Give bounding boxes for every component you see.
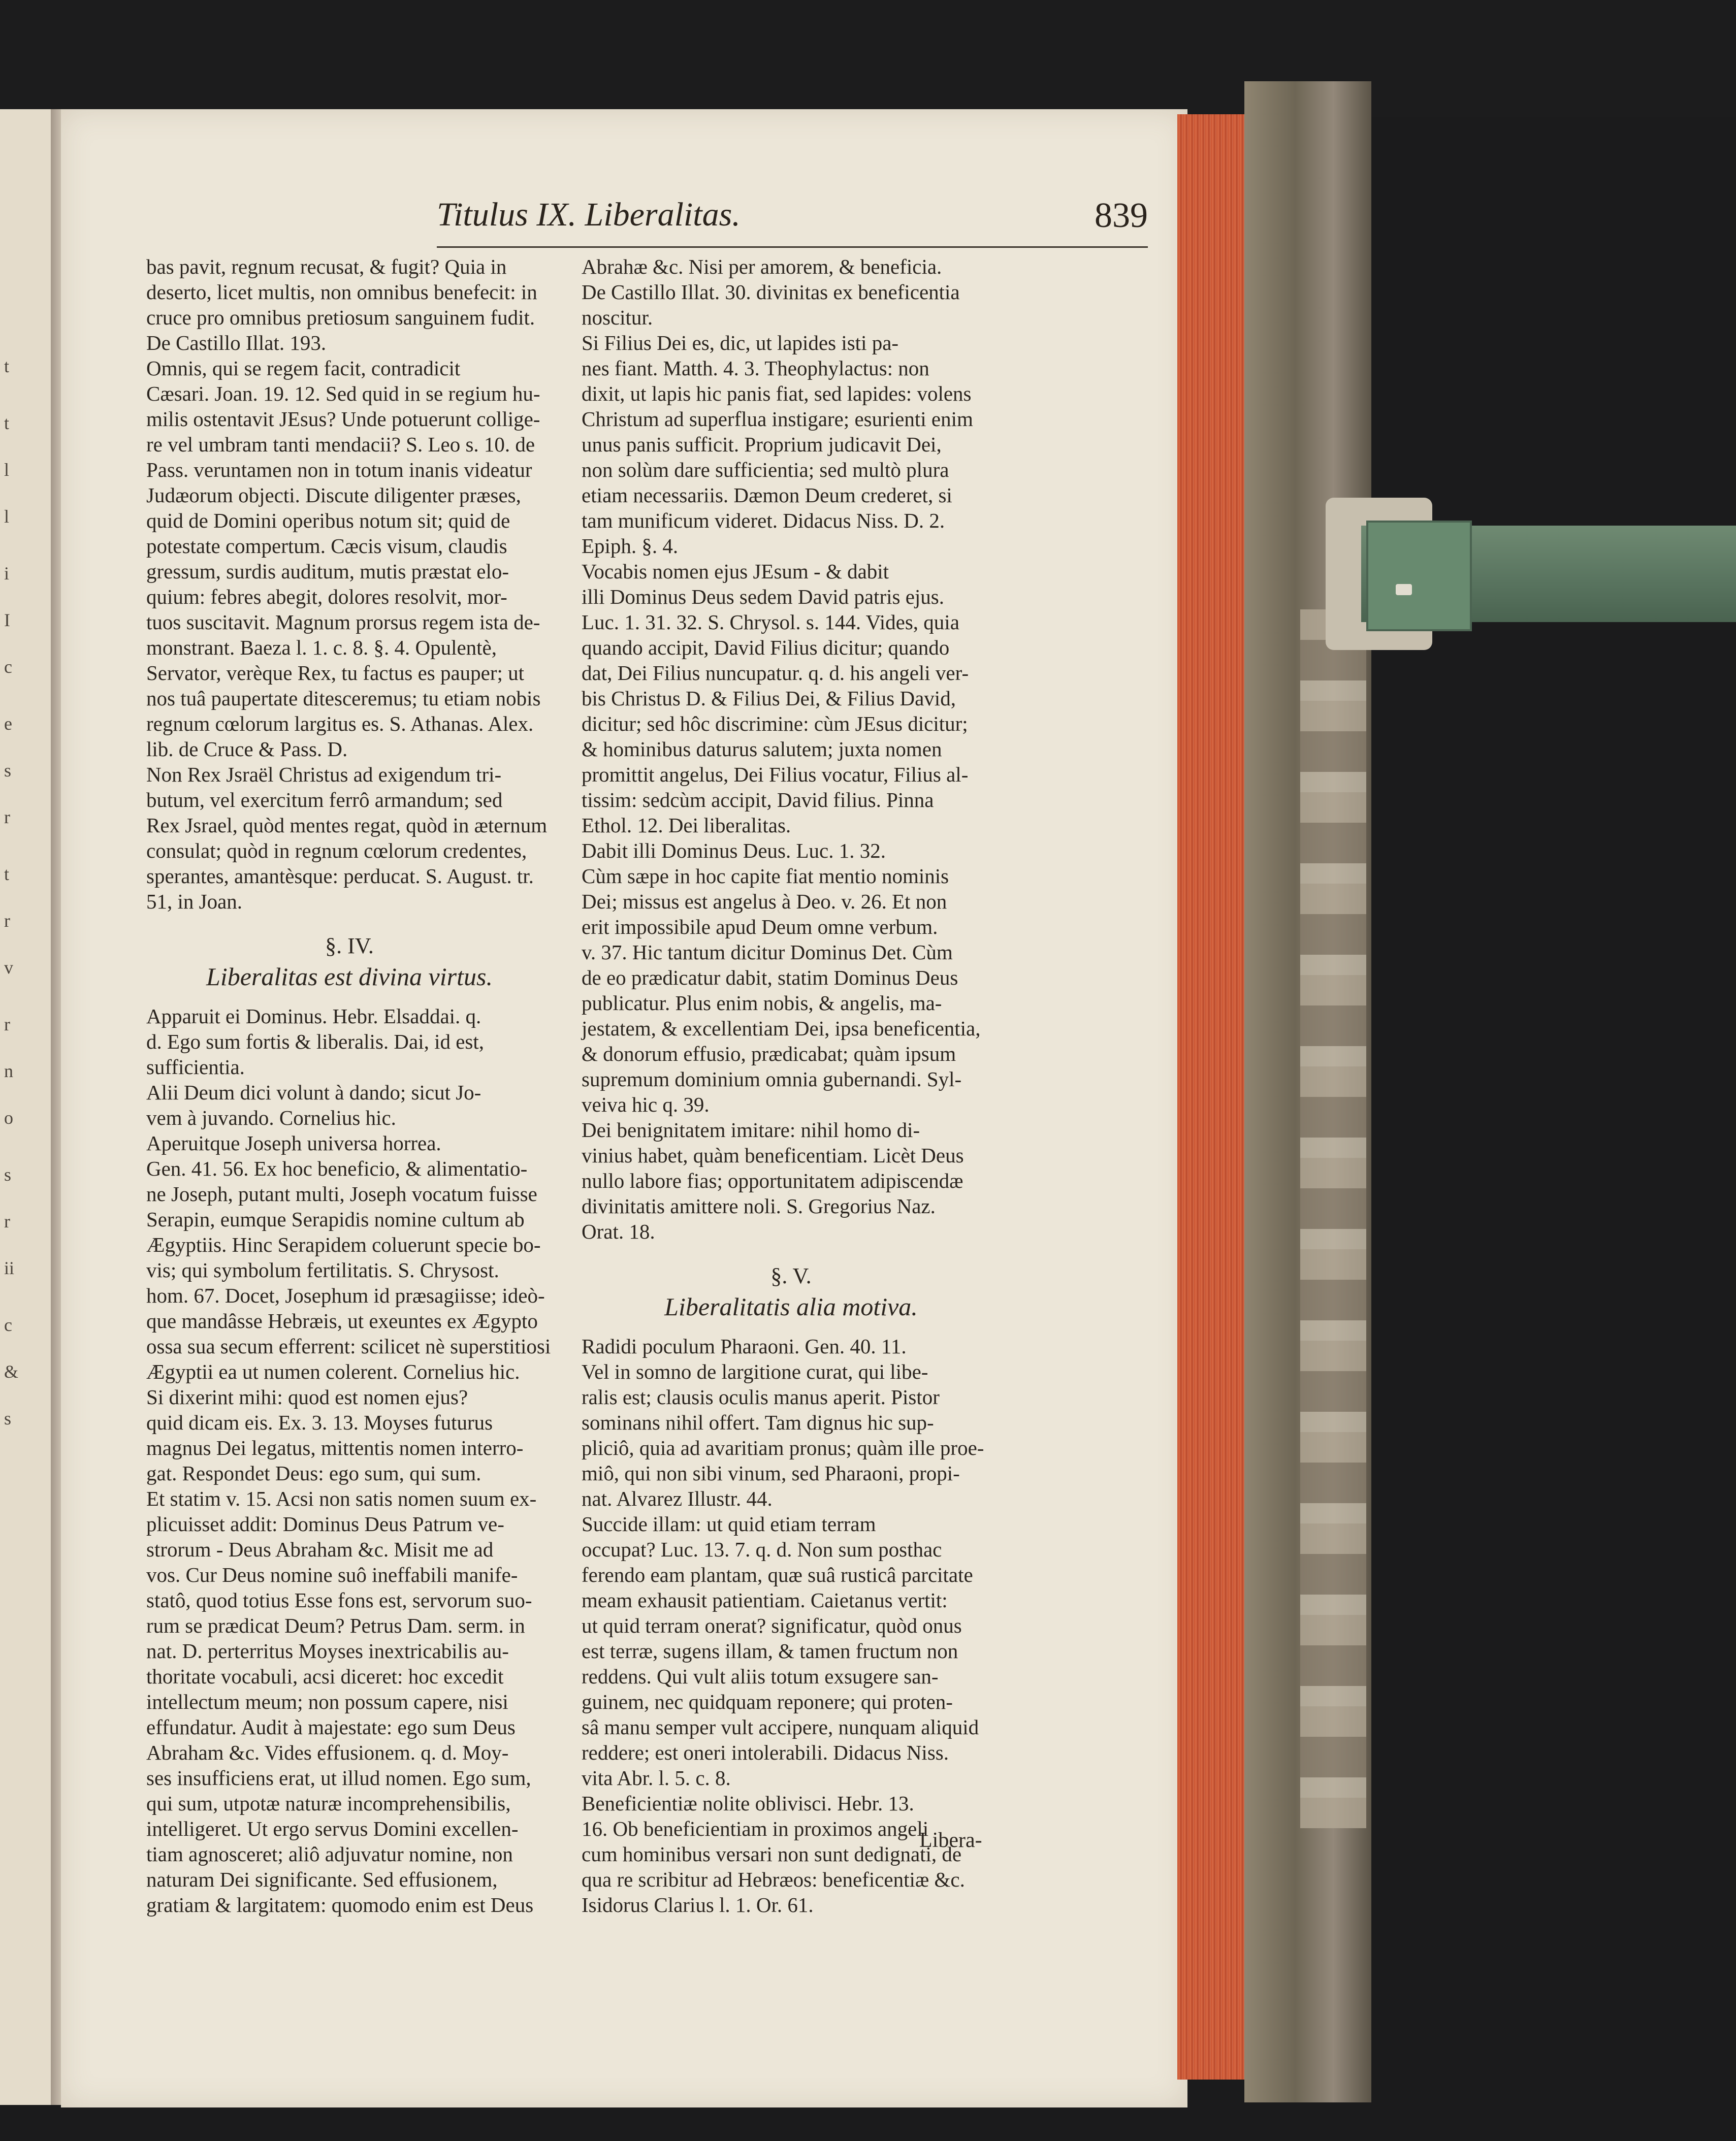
text-line: bis Christus D. & Filius Dei, & Filius David, bbox=[582, 687, 956, 710]
text-line: Serapin, eumque Serapidis nomine cultum ab bbox=[146, 1208, 525, 1231]
text-line: qua re scribitur ad Hebræos: beneficentiæ &c. bbox=[582, 1868, 965, 1891]
text-line: 51, in Joan. bbox=[146, 890, 243, 913]
margin-letter: i bbox=[4, 563, 10, 583]
margin-letter: I bbox=[4, 610, 10, 630]
text-line: vos. Cur Deus nomine suô ineffabili manife- bbox=[146, 1563, 518, 1586]
text-line: De Castillo Illat. 30. divinitas ex beneficentia bbox=[582, 280, 960, 304]
page-number: 839 bbox=[1095, 196, 1148, 235]
text-line: Si Filius Dei es, dic, ut lapides isti pa- bbox=[582, 331, 899, 354]
text-line: vinius habet, quàm beneficentiam. Licèt Deus bbox=[582, 1144, 964, 1167]
red-page-edges bbox=[1177, 114, 1252, 2080]
text-line: est terræ, sugens illam, & tamen fructum non bbox=[582, 1639, 958, 1663]
text-line: publicatur. Plus enim nobis, & angelis, ma- bbox=[582, 991, 942, 1015]
text-line: Si dixerint mihi: quod est nomen ejus? bbox=[146, 1385, 468, 1409]
text-line: de eo prædicatur dabit, statim Dominus Deus bbox=[582, 966, 958, 989]
text-line: thoritate vocabuli, acsi diceret: hoc excedit bbox=[146, 1665, 504, 1688]
text-line: noscitur. bbox=[582, 306, 653, 329]
text-line: gratiam & largitatem: quomodo enim est Deus bbox=[146, 1893, 534, 1917]
text-line: monstrant. Baeza l. 1. c. 8. §. 4. Opulentè, bbox=[146, 636, 497, 659]
clasp-plate bbox=[1366, 521, 1472, 631]
text-line: Cæsari. Joan. 19. 12. Sed quid in se regium hu- bbox=[146, 382, 540, 405]
text-line: milis ostentavit JEsus? Unde potuerunt collige- bbox=[146, 407, 540, 431]
text-line: sominans nihil offert. Tam dignus hic sup- bbox=[582, 1411, 934, 1434]
text-line: Isidorus Clarius l. 1. Or. 61. bbox=[582, 1893, 814, 1917]
margin-letter: r bbox=[4, 911, 10, 931]
text-line: Et statim v. 15. Acsi non satis nomen suum ex- bbox=[146, 1487, 537, 1510]
text-line: nes fiant. Matth. 4. 3. Theophylactus: non bbox=[582, 356, 929, 380]
text-line: reddens. Qui vult aliis totum exsugere san- bbox=[582, 1665, 939, 1688]
text-line: dicitur; sed hôc discrimine: cùm JEsus dicitur; bbox=[582, 712, 968, 735]
text-line: ralis est; clausis oculis manus aperit. Pistor bbox=[582, 1385, 940, 1409]
text-line: re vel umbram tanti mendacii? S. Leo s. 10. de bbox=[146, 433, 535, 456]
margin-letter: c bbox=[4, 1315, 12, 1335]
section-title: Liberalitas est divina virtus. bbox=[206, 962, 493, 991]
cover-wear bbox=[1300, 609, 1366, 1828]
text-line: Aperuitque Joseph universa horrea. bbox=[146, 1131, 441, 1155]
text-line: Alii Deum dici volunt à dando; sicut Jo- bbox=[146, 1081, 481, 1104]
text-line: cum hominibus versari non sunt dedignati, de bbox=[582, 1842, 962, 1866]
margin-letter: s bbox=[4, 1164, 12, 1185]
text-line: reddere; est oneri intolerabili. Didacus Niss. bbox=[582, 1741, 949, 1764]
text-line: Abraham &c. Vides effusionem. q. d. Moy- bbox=[146, 1741, 509, 1764]
text-line: quium: febres abegit, dolores resolvit, mor- bbox=[146, 585, 507, 608]
text-line: jestatem, & excellentiam Dei, ipsa beneficentia, bbox=[582, 1017, 981, 1040]
text-line: Pass. veruntamen non in totum inanis videatur bbox=[146, 458, 532, 481]
background-dark bbox=[0, 0, 1736, 117]
text-line: nullo labore fias; opportunitatem adipiscendæ bbox=[582, 1169, 963, 1192]
text-line: nos tuâ paupertate ditesceremus; tu etiam nobis bbox=[146, 687, 541, 710]
text-line: & hominibus daturus salutem; juxta nomen bbox=[582, 737, 942, 761]
margin-letter: n bbox=[4, 1061, 13, 1081]
text-line: qui sum, utpotæ naturæ incomprehensibilis, bbox=[146, 1792, 511, 1815]
text-line: tiam agnosceret; aliô adjuvatur nomine, non bbox=[146, 1842, 513, 1866]
text-line: 16. Ob beneficientiam in proximos angeli bbox=[582, 1817, 929, 1840]
text-line: cruce pro omnibus pretiosum sanguinem fudit. bbox=[146, 306, 535, 329]
text-line: magnus Dei legatus, mittentis nomen interro- bbox=[146, 1436, 524, 1459]
text-line: ut quid terram onerat? significatur, quòd onus bbox=[582, 1614, 962, 1637]
text-line: tam munificum videret. Didacus Niss. D. 2. bbox=[582, 509, 945, 532]
text-line: lib. de Cruce & Pass. D. bbox=[146, 737, 348, 761]
facing-page-margin-letters bbox=[4, 353, 35, 1462]
text-line: statô, quod totius Esse fons est, servorum suo- bbox=[146, 1588, 532, 1612]
text-line: meam exhausit patientiam. Caietanus vertit: bbox=[582, 1588, 948, 1612]
text-line: Gen. 41. 56. Ex hoc beneficio, & alimentatio- bbox=[146, 1157, 528, 1180]
text-line: Omnis, qui se regem facit, contradicit bbox=[146, 356, 461, 380]
text-line: naturam Dei significante. Sed effusionem, bbox=[146, 1868, 498, 1891]
text-line: Servator, verèque Rex, tu factus es pauper; ut bbox=[146, 661, 525, 685]
text-line: regnum cœlorum largitus es. S. Athanas. Alex. bbox=[146, 712, 534, 735]
text-line: non solùm dare sufficientia; sed multò plura bbox=[582, 458, 949, 481]
margin-letter: r bbox=[4, 1211, 10, 1231]
margin-letter: v bbox=[4, 957, 13, 978]
text-line: Beneficientiæ nolite oblivisci. Hebr. 13. bbox=[582, 1792, 914, 1815]
text-line: pliciô, quia ad avaritiam pronus; quàm ille proe- bbox=[582, 1436, 984, 1459]
text-line: hom. 67. Docet, Josephum id præsagiisse; ideò- bbox=[146, 1284, 545, 1307]
margin-letter: t bbox=[4, 413, 10, 433]
text-line: Orat. 18. bbox=[582, 1220, 655, 1243]
text-line: vis; qui symbolum fertilitatis. S. Chrysost. bbox=[146, 1258, 499, 1282]
text-line: Dei; missus est angelus à Deo. v. 26. Et non bbox=[582, 890, 947, 913]
text-line: tuos suscitavit. Magnum prorsus regem ista de- bbox=[146, 610, 540, 634]
section-mark: §. IV. bbox=[325, 933, 374, 958]
text-line: ferendo eam plantam, quæ suâ rusticâ parcitate bbox=[582, 1563, 973, 1586]
margin-letter: s bbox=[4, 760, 12, 781]
margin-letter: r bbox=[4, 1014, 10, 1034]
text-line: tissim: sedcùm accipit, David filius. Pinna bbox=[582, 788, 934, 812]
text-line: Non Rex Jsraël Christus ad exigendum tri- bbox=[146, 763, 502, 786]
margin-letter: c bbox=[4, 657, 12, 677]
text-line: Dabit illi Dominus Deus. Luc. 1. 32. bbox=[582, 839, 886, 862]
page-header bbox=[437, 196, 1148, 248]
text-line: Radidi poculum Pharaoni. Gen. 40. 11. bbox=[582, 1335, 907, 1358]
text-line: occupat? Luc. 13. 7. q. d. Non sum posthac bbox=[582, 1538, 942, 1561]
margin-letter: & bbox=[4, 1361, 19, 1382]
text-line: erit impossibile apud Deum omne verbum. bbox=[582, 915, 938, 938]
text-line: butum, vel exercitum ferrô armandum; sed bbox=[146, 788, 503, 812]
text-line: bas pavit, regnum recusat, & fugit? Quia in bbox=[146, 255, 507, 278]
text-line: dat, Dei Filius nuncupatur. q. d. his angeli ver- bbox=[582, 661, 969, 685]
text-line: Epiph. §. 4. bbox=[582, 534, 679, 558]
text-line: & donorum effusio, prædicabat; quàm ipsum bbox=[582, 1042, 956, 1065]
clasp-rivet bbox=[1396, 584, 1412, 595]
text-line: Ægyptii ea ut numen colerent. Cornelius hic. bbox=[146, 1360, 520, 1383]
text-line: Apparuit ei Dominus. Hebr. Elsaddai. q. bbox=[146, 1004, 481, 1028]
text-line: sufficientia. bbox=[146, 1055, 245, 1079]
text-line: ses insufficiens erat, ut illud nomen. Ego sum, bbox=[146, 1766, 531, 1790]
text-line: promittit angelus, Dei Filius vocatur, Filius al- bbox=[582, 763, 969, 786]
text-line: Luc. 1. 31. 32. S. Chrysol. s. 144. Vides, quia bbox=[582, 610, 959, 634]
text-line: sâ manu semper vult accipere, nunquam aliquid bbox=[582, 1715, 979, 1739]
text-line: etiam necessariis. Dæmon Deum crederet, si bbox=[582, 483, 952, 507]
text-line: illi Dominus Deus sedem David patris ejus. bbox=[582, 585, 944, 608]
text-line: De Castillo Illat. 193. bbox=[146, 331, 327, 354]
text-line: quid de Domini operibus notum sit; quid de bbox=[146, 509, 510, 532]
catchword: Libera- bbox=[919, 1829, 982, 1852]
text-line: Vel in somno de largitione curat, qui libe- bbox=[582, 1360, 928, 1383]
left-text-column bbox=[146, 254, 553, 1918]
text-line: Christum ad superflua instigare; esurienti enim bbox=[582, 407, 973, 431]
text-line: intelligeret. Ut ergo servus Domini excellen- bbox=[146, 1817, 519, 1840]
text-line: supremum dominium omnia gubernandi. Syl- bbox=[582, 1067, 962, 1091]
text-line: ossa sua secum efferrent: scilicet nè superstitiosi bbox=[146, 1335, 551, 1358]
text-line: Judæorum objecti. Discute diligenter præses, bbox=[146, 483, 521, 507]
text-line: veiva hic q. 39. bbox=[582, 1093, 710, 1116]
text-line: nat. Alvarez Illustr. 44. bbox=[582, 1487, 773, 1510]
margin-letter: l bbox=[4, 506, 10, 527]
text-line: v. 37. Hic tantum dicitur Dominus Det. Cùm bbox=[582, 940, 953, 964]
margin-letter: s bbox=[4, 1408, 12, 1429]
section-title: Liberalitatis alia motiva. bbox=[664, 1292, 918, 1321]
text-line: que mandâsse Hebræis, ut exeuntes ex Ægypto bbox=[146, 1309, 538, 1333]
text-line: divinitatis amittere noli. S. Gregorius Naz. bbox=[582, 1194, 936, 1218]
text-line: quid dicam eis. Ex. 3. 13. Moyses futurus bbox=[146, 1411, 493, 1434]
text-line: Dei benignitatem imitare: nihil homo di- bbox=[582, 1118, 920, 1142]
margin-letter: o bbox=[4, 1108, 13, 1128]
text-line: consulat; quòd in regnum cœlorum credentes, bbox=[146, 839, 527, 862]
text-line: quando accipit, David Filius dicitur; quando bbox=[582, 636, 950, 659]
margin-letter: t bbox=[4, 864, 10, 884]
right-text-column bbox=[582, 254, 1001, 1918]
text-line: ne Joseph, putant multi, Joseph vocatum fuisse bbox=[146, 1182, 537, 1206]
margin-letter: l bbox=[4, 460, 10, 480]
section-mark: §. V. bbox=[770, 1263, 812, 1288]
text-line: Cùm sæpe in hoc capite fiat mentio nominis bbox=[582, 864, 949, 888]
text-line: Vocabis nomen ejus JEsum - & dabit bbox=[582, 560, 889, 583]
margin-letter: e bbox=[4, 713, 12, 734]
text-line: unus panis sufficit. Proprium judicavit Dei, bbox=[582, 433, 942, 456]
text-line: deserto, licet multis, non omnibus benefecit: in bbox=[146, 280, 537, 304]
text-line: vem à juvando. Cornelius hic. bbox=[146, 1106, 396, 1129]
text-line: strorum - Deus Abraham &c. Misit me ad bbox=[146, 1538, 494, 1561]
text-line: vita Abr. l. 5. c. 8. bbox=[582, 1766, 731, 1790]
text-line: Abrahæ &c. Nisi per amorem, & beneficia. bbox=[582, 255, 942, 278]
text-line: gressum, surdis auditum, mutis præstat elo- bbox=[146, 560, 509, 583]
text-line: guinem, nec quidquam reponere; qui proten- bbox=[582, 1690, 953, 1713]
text-line: gat. Respondet Deus: ego sum, qui sum. bbox=[146, 1462, 481, 1485]
text-line: d. Ego sum fortis & liberalis. Dai, id est, bbox=[146, 1030, 485, 1053]
text-line: Ægyptiis. Hinc Serapidem coluerunt specie bo- bbox=[146, 1233, 541, 1256]
margin-letter: ii bbox=[4, 1258, 15, 1278]
text-line: Succide illam: ut quid etiam terram bbox=[582, 1512, 876, 1536]
margin-letter: r bbox=[4, 807, 10, 827]
text-line: dixit, ut lapis hic panis fiat, sed lapides: volens bbox=[582, 382, 972, 405]
text-line: effundatur. Audit à majestate: ego sum Deus bbox=[146, 1715, 516, 1739]
facing-page-edge bbox=[0, 109, 54, 2105]
text-line: Rex Jsrael, quòd mentes regat, quòd in æternum bbox=[146, 814, 548, 837]
text-line: potestate compertum. Cæcis visum, claudis bbox=[146, 534, 507, 558]
text-line: plicuisset addit: Dominus Deus Patrum ve- bbox=[146, 1512, 504, 1536]
text-line: nat. D. perterritus Moyses inextricabilis au- bbox=[146, 1639, 509, 1663]
running-title: Titulus IX. Liberalitas. bbox=[437, 196, 741, 233]
margin-letter: t bbox=[4, 356, 10, 376]
text-line: rum se prædicat Deum? Petrus Dam. serm. in bbox=[146, 1614, 525, 1637]
text-line: miô, qui non sibi vinum, sed Pharaoni, propi- bbox=[582, 1462, 960, 1485]
text-line: intellectum meum; non possum capere, nisi bbox=[146, 1690, 508, 1713]
text-line: sperantes, amantèsque: perducat. S. August. tr. bbox=[146, 864, 534, 888]
text-line: Ethol. 12. Dei liberalitas. bbox=[582, 814, 791, 837]
